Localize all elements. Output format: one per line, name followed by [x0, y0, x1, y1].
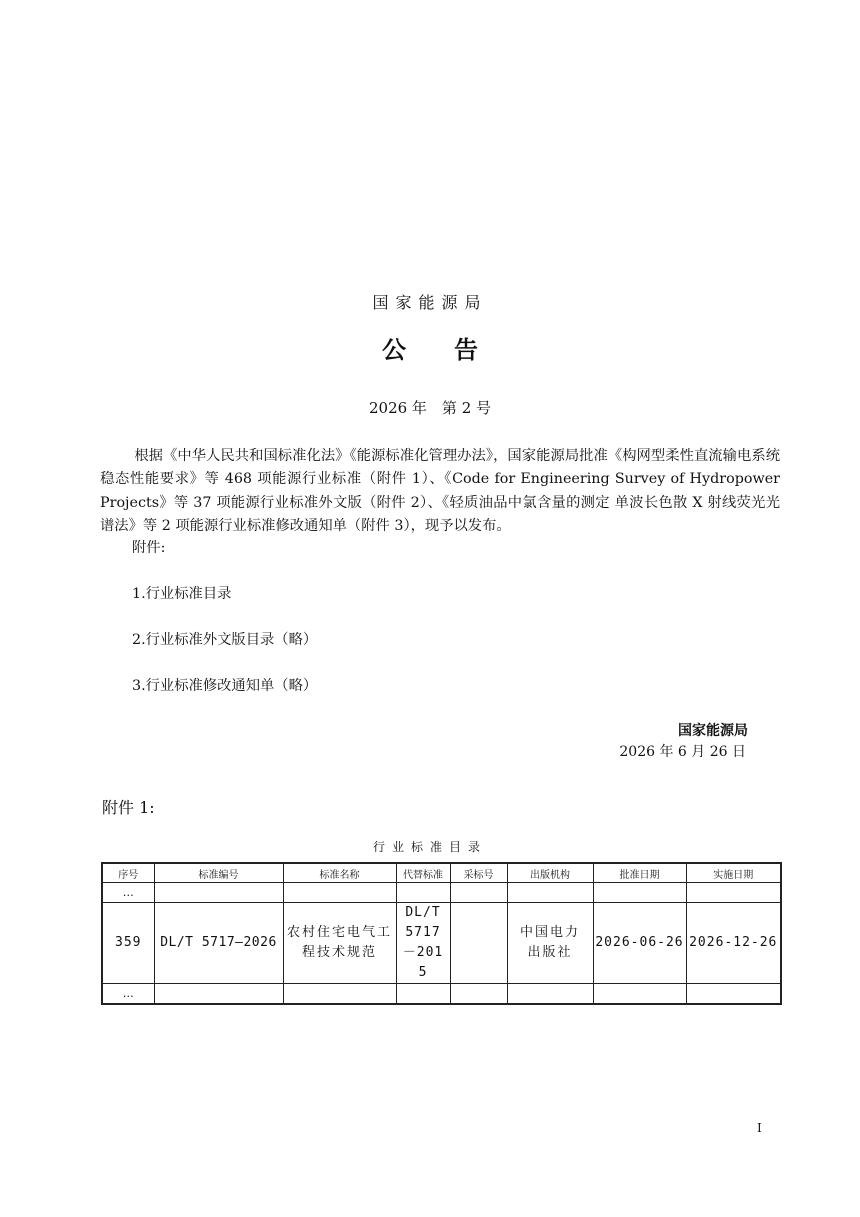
table-row	[102, 984, 781, 1005]
column-header: 采标号	[450, 863, 507, 883]
attachment-1-heading: 附件 1:	[102, 798, 155, 817]
column-header: 出版机构	[507, 863, 593, 883]
document-title	[0, 330, 860, 365]
seq-cell: 359	[102, 903, 154, 984]
title-char-2: 告	[454, 336, 478, 364]
column-header: 序号	[102, 863, 154, 883]
issuing-organization: 国家能源局	[372, 293, 488, 312]
ellipsis-cell: …	[102, 883, 154, 903]
column-header: 批准日期	[593, 863, 686, 883]
table-row	[102, 903, 781, 984]
signature-organization: 国家能源局	[678, 723, 748, 739]
attachment-item: 3.行业标准修改通知单（略）	[132, 678, 318, 694]
body-paragraph: 根据《中华人民共和国标准化法》《能源标准化管理办法》，国家能源局批准《构网型柔性直流输电系统稳态性能要求》等 468 项能源行业标准（附件 1）、《Code for Engineering Survey of Hydropower Projects》等 37 项能源行业标准外文版（附件 2）、《轻质油品中氯含量的测定 单波长色散 X 射线荧光光谱法》等 2 项能源行业标准修改通知单（附件 3），现予以发布。	[100, 448, 780, 534]
replaces-cell: DL/T 5717－2015	[396, 903, 450, 984]
column-header: 标准名称	[283, 863, 396, 883]
issue-number: 2026 年 第 2 号	[368, 399, 492, 417]
attachment-item: 1.行业标准目录	[132, 586, 232, 602]
attachments-label: 附件:	[132, 540, 166, 556]
column-header: 标准编号	[154, 863, 283, 883]
table-title: 行业标准目录	[372, 840, 487, 854]
effective-date-cell: 2026-12-26	[686, 903, 781, 984]
name-cell: 农村住宅电气工程技术规范	[283, 903, 396, 984]
table-header-row	[102, 863, 781, 883]
page-number: I	[757, 1121, 762, 1135]
approved-date-cell: 2026-06-26	[593, 903, 686, 984]
attachment-item: 2.行业标准外文版目录（略）	[132, 632, 318, 648]
adopted-cell	[450, 903, 507, 984]
code-cell: DL/T 5717—2026	[154, 903, 283, 984]
signature-date: 2026 年 6 月 26 日	[619, 744, 746, 760]
ellipsis-cell: …	[102, 984, 154, 1005]
standards-table	[101, 862, 782, 1005]
table-row	[102, 883, 781, 903]
publisher-cell: 中国电力出版社	[507, 903, 593, 984]
column-header: 实施日期	[686, 863, 781, 883]
title-char-1: 公	[382, 336, 406, 364]
column-header: 代替标准	[396, 863, 450, 883]
